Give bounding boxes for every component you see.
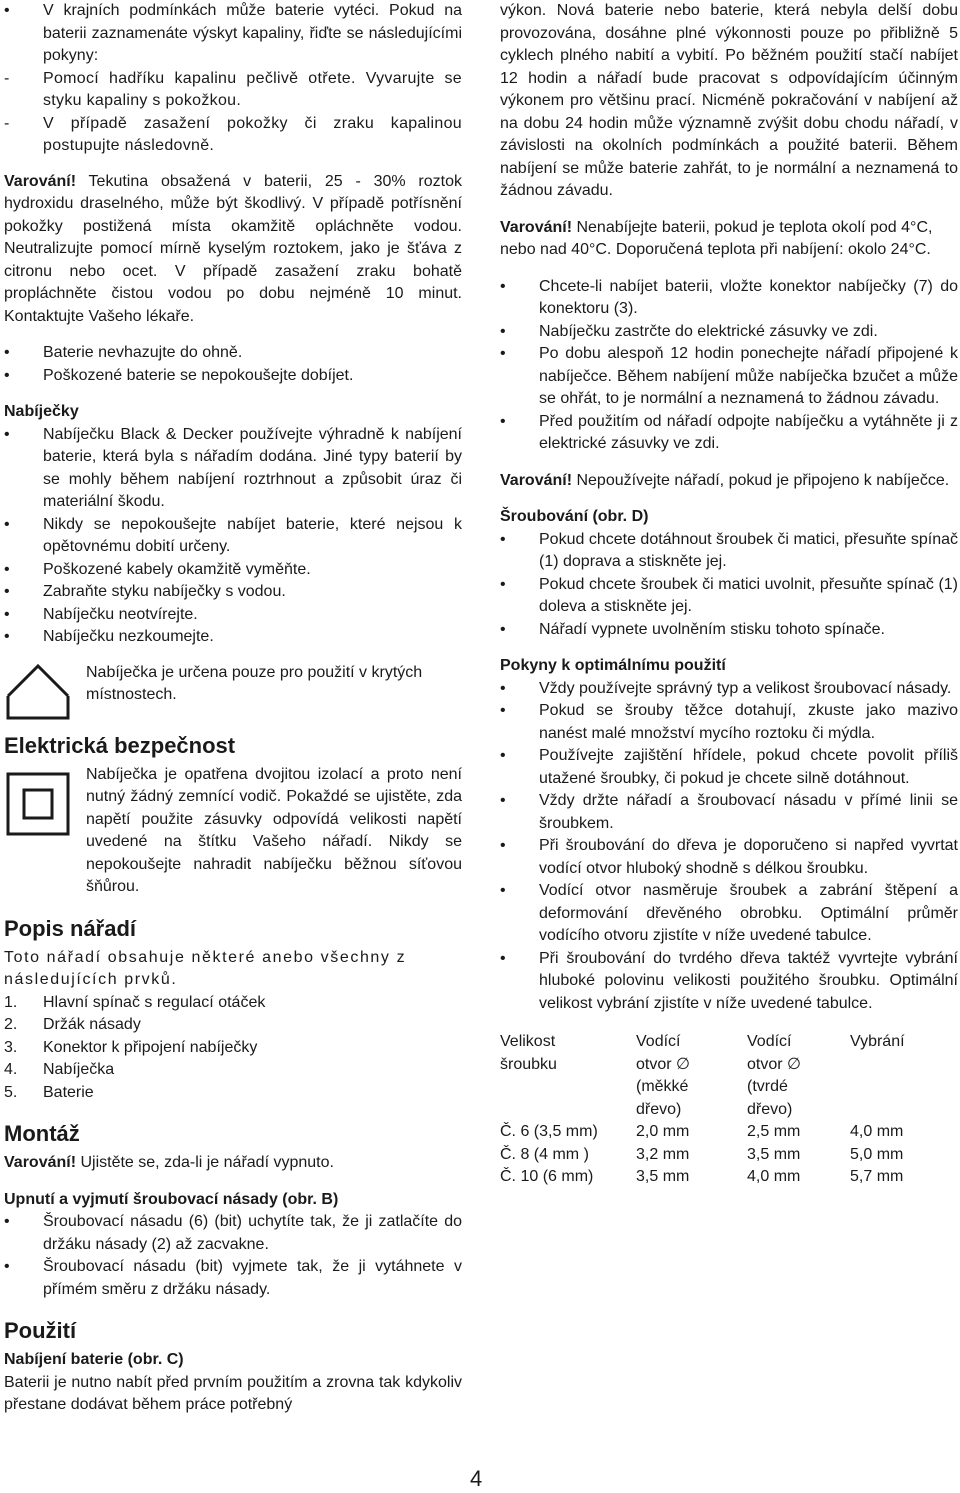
- list-item: • Nabíječku nezkoumejte.: [4, 626, 462, 649]
- list-item: • Baterie nevhazujte do ohně.: [4, 342, 462, 365]
- electrical-heading: Elektrická bezpečnost: [4, 732, 236, 758]
- list-item: • Pokud chcete dotáhnout šroubek či matici, přesuňte spínač (1) doprava a stiskněte jej.: [500, 529, 958, 574]
- leak-intro: • V krajních podmínkách může baterie vytéci. Pokud na baterii zaznamenáte výskyt kapaliny, řiďte se následujícími pokyny:: [4, 0, 462, 68]
- table-header-row: [500, 1031, 905, 1121]
- table-row: Č. 6 (3,5 mm) 2,0 mm 2,5 mm 4,0 mm: [500, 1123, 904, 1140]
- tips-heading: Pokyny k optimálnímu použití: [500, 657, 726, 674]
- list-item: 5. Baterie: [4, 1083, 94, 1101]
- double-insulation-icon: [4, 770, 72, 838]
- list-item: • Před použitím od nářadí odpojte nabíječku a vytáhněte ji z elektrické zásuvky ve zdi.: [500, 411, 958, 456]
- indoor-note: Nabíječka je určena pouze pro použití v krytých místnostech.: [4, 662, 462, 724]
- list-item: • Nabíječku Black & Decker používejte výhradně k nabíjení baterie, která byla s nářadím dodána. Jiné typy baterií by se mohly během nabíjení roztrhnout a způsobit úraz či materiální škodu.: [4, 424, 462, 514]
- warning-paragraph: Varování! Nenabíjejte baterii, pokud je teplota okolí pod 4°C, nebo nad 40°C. Doporučená teplota při nabíjení: okolo 24°C.: [500, 218, 933, 258]
- tips-list: [500, 678, 958, 1016]
- tool-intro: Toto nářadí obsahuje některé anebo všechny z následujících prvků.: [4, 948, 407, 988]
- list-item: 2. Držák násady: [4, 1016, 141, 1033]
- table-row: Č. 8 (4 mm ) 3,2 mm 3,5 mm 5,0 mm: [500, 1145, 904, 1163]
- table-header: Vodící otvor ∅ (tvrdé dřevo): [747, 1033, 801, 1118]
- charge-steps-list: [500, 276, 958, 456]
- dash-item: - V případě zasažení pokožky či zraku kapalinou postupujte následovně.: [4, 114, 462, 154]
- list-item: • Při šroubování do dřeva je doporučeno si napřed vyvrtat vodící otvor hluboký shodně s délkou šroubku.: [500, 835, 958, 880]
- list-item: • Zabraňte styku nabíječky s vodou.: [4, 581, 462, 604]
- list-item: • Nabíječku neotvírejte.: [4, 604, 462, 627]
- charging-text: Baterii je nutno nabít před prvním použitím a zrovna tak kdykoliv přestane dodávat během práce potřebný: [4, 1373, 462, 1413]
- list-item: • Nářadí vypnete uvolněním stisku tohoto spínače.: [500, 619, 958, 642]
- battery-list: [4, 342, 462, 387]
- list-item: 4. Nabíječka: [4, 1061, 115, 1078]
- dash-item: - Pomocí hadříku kapalinu pečlivě otřete. Vyvarujte se styku kapaliny s pokožkou.: [4, 69, 462, 109]
- tool-parts-list: [4, 992, 462, 1105]
- use-heading: Použití: [4, 1318, 77, 1343]
- list-item: • Šroubovací násadu (bit) vyjmete tak, že ji vytáhnete v přímém směru z držáku násady.: [4, 1256, 462, 1301]
- chargers-heading: Nabíječky: [4, 403, 79, 420]
- electrical-block: Nabíječka je opatřena dvojitou izolací a proto není nutný žádný zemnící vodič. Pokaždé se ujistěte, zda napětí použite zásuvky odpovídá velikosti napětí uvedené na štítku Vašeho nářadí. Nikdy se nepokoušejte nahradit nabíječku běžnou síťovou šňůrou.: [4, 764, 462, 899]
- list-item: • Vždy držte nářadí a šroubovací násadu v přímé linii se šroubkem.: [500, 790, 958, 835]
- screwing-heading: Šroubování (obr. D): [500, 508, 649, 525]
- warning-paragraph: Varování! Tekutina obsažená v baterii, 25 - 30% roztok hydroxidu draselného, může být škodlivý. V případě potřísnění pokožky postižená místa okamžitě opláchněte vodou. Neutralizujte pomocí mírně kyselým roztokem, jako je šťáva z citronu nebo ocet. V případě zasažení zraku bohatě propláchněte čistou vodou po dobu nejméně 10 minut. Kontaktujte Vašeho lékaře.: [4, 172, 462, 325]
- warning-label: Varování!: [4, 172, 77, 190]
- list-item: • Nabíječku zastrčte do elektrické zásuvky ve zdi.: [500, 321, 958, 344]
- leak-list: [4, 0, 462, 68]
- list-item: • Při šroubování do tvrdého dřeva taktéž vyvrtejte vybrání hluboké polovinu velikosti použitého šroubku. Optimální velikost vybrání zjistíte v níže uvedené tabulce.: [500, 948, 958, 1016]
- tool-heading: Popis nářadí: [4, 915, 137, 941]
- right-column: [500, 0, 958, 1189]
- table-row: Č. 10 (6 mm) 3,5 mm 4,0 mm 5,7 mm: [500, 1168, 904, 1185]
- list-item: • Nikdy se nepokoušejte nabíjet baterie, které nejsou k opětovnému dobití určeny.: [4, 514, 462, 559]
- list-item: • Používejte zajištění hřídele, pokud chcete povolit příliš utažené šroubky, či pokud je chcete silně dotáhnout.: [500, 745, 958, 790]
- table-header: Vybrání: [850, 1033, 905, 1050]
- warning-paragraph: Varování! Nepoužívejte nářadí, pokud je připojeno k nabíječce.: [500, 471, 950, 489]
- charging-text-continued: výkon. Nová baterie nebo baterie, která nebyla delší dobu provozována, dosáhne plné výkonnosti pouze po přibližně 5 cyklech plného nabití a vybití. Po běžném použití stačí nabíjet 12 hodin a nářadí bude pracovat s odpovídajícím účinným výkonem pro většinu prací. Nicméně pokračování v nabíjení až na dobu 24 hodin může významně zvýšit dobu chodu nářadí, v závislosti na okolních podmínkách a použité baterii. Během nabíjení se může baterie zahřát, to je normální a neznamená to žádnou závadu.: [500, 2, 958, 199]
- list-item: • Pokud se šrouby těžce dotahují, zkuste jako mazivo nanést malé množství mycího roztoku či mýdla.: [500, 700, 958, 745]
- bit-heading: Upnutí a vyjmutí šroubovací násady (obr. B): [4, 1190, 339, 1208]
- bit-list: [4, 1211, 462, 1301]
- list-item: • Vždy používejte správný typ a velikost šroubovací násady.: [500, 678, 958, 701]
- list-item: • Po dobu alespoň 12 hodin ponechejte nářadí připojené k nabíječce. Během nabíjení může nabíječka bzučet a může se ohřát, to je normální a neznamená to žádnou závadu.: [500, 343, 958, 411]
- list-item: • Chcete-li nabíjet baterii, vložte konektor nabíječky (7) do konektoru (3).: [500, 276, 958, 321]
- list-item: • Šroubovací násadu (6) (bit) uchytíte tak, že ji zatlačíte do držáku násady (2) až zacvakne.: [4, 1211, 462, 1256]
- list-item: • Pokud chcete šroubek či matici uvolnit, přesuňte spínač (1) doleva a stiskněte jej.: [500, 574, 958, 619]
- list-item: 3. Konektor k připojení nabíječky: [4, 1038, 258, 1056]
- left-column: [4, 0, 462, 1417]
- charger-list: [4, 424, 462, 649]
- list-item: • Poškozené kabely okamžitě vyměňte.: [4, 559, 462, 582]
- table-header: Vodící otvor ∅ (měkké dřevo): [636, 1033, 690, 1118]
- list-item: • Poškozené baterie se nepokoušejte dobíjet.: [4, 365, 462, 388]
- pilot-hole-table: [500, 1031, 905, 1189]
- page-number: 4: [470, 1466, 483, 1491]
- list-item: 1. Hlavní spínač s regulací otáček: [4, 993, 266, 1011]
- warning-paragraph: Varování! Ujistěte se, zda-li je nářadí vypnuto.: [4, 1154, 334, 1171]
- charging-heading: Nabíjení baterie (obr. C): [4, 1351, 184, 1368]
- list-item: • Vodící otvor nasměruje šroubek a zabrání štěpení a deformování dřevěného obrobku. Optimální průměr vodícího otvoru zjistíte v níže uvedené tabulce.: [500, 880, 958, 948]
- screwing-list: [500, 529, 958, 642]
- house-icon: [4, 662, 72, 722]
- table-header: Velikost šroubku: [500, 1033, 557, 1073]
- assembly-heading: Montáž: [4, 1121, 80, 1146]
